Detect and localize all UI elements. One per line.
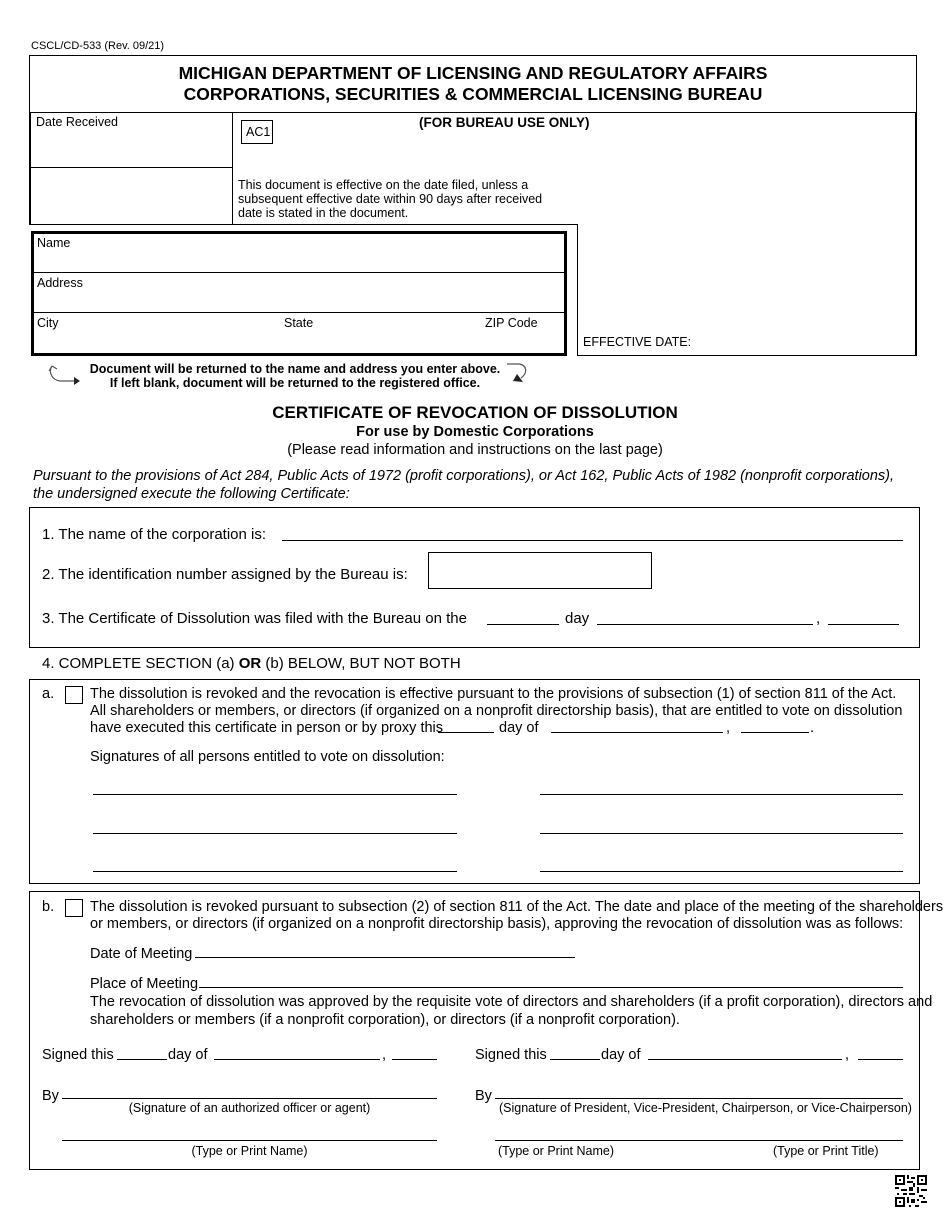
address-label: Address bbox=[37, 276, 83, 290]
by-right-label: By bbox=[475, 1088, 492, 1104]
effective-note: This document is effective on the date filed, unless a subsequent effective date within 90 days after received date is stated in the document. bbox=[238, 178, 543, 220]
officer-signature-input[interactable] bbox=[63, 1080, 436, 1098]
section-b-text bbox=[90, 899, 943, 933]
dissolution-month-input[interactable] bbox=[598, 606, 812, 624]
president-signature-caption: (Signature of President, Vice-President, Chairperson, or Vice-Chairperson) bbox=[499, 1101, 912, 1115]
ac-code-box: AC1 bbox=[241, 120, 273, 144]
instructions-note: (Please read information and instructions on the last page) bbox=[287, 442, 663, 458]
header-line-2: CORPORATIONS, SECURITIES & COMMERCIAL LICENSING BUREAU bbox=[183, 84, 763, 104]
officer-print-name-caption: (Type or Print Name) bbox=[191, 1144, 308, 1158]
approval-text bbox=[90, 993, 932, 1029]
dissolution-day-input[interactable] bbox=[488, 606, 558, 624]
approval-line-2: shareholders or members (if a nonprofit corporation), or directors (if a nonprofit corporation). bbox=[90, 1012, 680, 1028]
approval-line-1: The revocation of dissolution was approved by the requisite vote of directors and shareholders (if a profit corporation), directors and bbox=[90, 994, 933, 1010]
signed-month-left-input[interactable] bbox=[215, 1042, 379, 1059]
city-label: City bbox=[37, 316, 59, 330]
president-signature-input[interactable] bbox=[496, 1080, 902, 1098]
item-4-label bbox=[42, 655, 461, 672]
place-of-meeting-label: Place of Meeting bbox=[90, 976, 199, 992]
signed-day-of-right: day of bbox=[601, 1047, 641, 1063]
section-b-label: b. bbox=[42, 899, 55, 915]
city-input[interactable] bbox=[40, 332, 270, 350]
signed-month-right-input[interactable] bbox=[649, 1042, 841, 1059]
date-of-meeting-label: Date of Meeting bbox=[90, 946, 193, 962]
item-3-label: 3. The Certificate of Dissolution was filed with the Bureau on the bbox=[42, 610, 467, 627]
return-note-line-1: Document will be returned to the name and address you enter above. bbox=[89, 362, 501, 376]
corporation-name-input[interactable] bbox=[284, 522, 902, 540]
section-a-day-input[interactable] bbox=[439, 716, 493, 732]
signatures-label: Signatures of all persons entitled to vote on dissolution: bbox=[90, 749, 445, 765]
by-left-label: By bbox=[42, 1088, 59, 1104]
return-name-input[interactable] bbox=[80, 250, 550, 270]
certificate-title: CERTIFICATE OF REVOCATION OF DISSOLUTION bbox=[272, 403, 678, 422]
date-received-label: Date Received bbox=[36, 115, 118, 129]
state-input[interactable] bbox=[280, 332, 470, 350]
certificate-subtitle: For use by Domestic Corporations bbox=[356, 424, 594, 440]
date-of-meeting-input[interactable] bbox=[196, 940, 574, 957]
item-4-or: OR bbox=[238, 655, 262, 672]
curved-arrow-right-icon bbox=[503, 360, 531, 386]
return-note bbox=[85, 362, 505, 390]
section-a-period: . bbox=[810, 720, 815, 736]
signed-day-right-input[interactable] bbox=[551, 1042, 599, 1059]
zip-label: ZIP Code bbox=[485, 316, 538, 330]
signed-year-left-input[interactable] bbox=[393, 1042, 436, 1059]
signature-input-5[interactable] bbox=[94, 851, 456, 871]
zip-input[interactable] bbox=[482, 332, 560, 350]
dissolution-year-input[interactable] bbox=[829, 606, 898, 624]
section-a-line-3: have executed this certificate in person or by proxy this bbox=[90, 720, 444, 736]
section-a-line-1: The dissolution is revoked and the revocation is effective pursuant to the provisions of subsection (1) of section 811 of the Act. bbox=[90, 686, 897, 702]
section-a-label: a. bbox=[42, 686, 55, 702]
signed-day-of-left: day of bbox=[168, 1047, 208, 1063]
item-2-label: 2. The identification number assigned by the Bureau is: bbox=[42, 566, 408, 583]
president-print-title-caption: (Type or Print Title) bbox=[773, 1144, 879, 1158]
signature-input-3[interactable] bbox=[94, 813, 456, 833]
signature-input-4[interactable] bbox=[541, 813, 902, 833]
item-4-pre: 4. COMPLETE SECTION (a) bbox=[42, 655, 239, 672]
form-id: CSCL/CD-533 (Rev. 09/21) bbox=[31, 40, 165, 52]
section-a-month-input[interactable] bbox=[552, 716, 722, 732]
president-printed-name-input[interactable] bbox=[496, 1122, 746, 1140]
section-b-line-2: or members, or directors (if organized on a nonprofit directorship basis), approving the revocation of dissolution was as follows: bbox=[90, 916, 904, 932]
section-a-year-input[interactable] bbox=[742, 716, 808, 732]
signed-comma-right: , bbox=[845, 1047, 850, 1063]
curved-arrow-left-icon bbox=[46, 362, 82, 386]
officer-signature-caption: (Signature of an authorized officer or agent) bbox=[128, 1101, 371, 1115]
item-1-label: 1. The name of the corporation is: bbox=[42, 526, 267, 543]
place-of-meeting-input[interactable] bbox=[200, 970, 902, 987]
signature-input-6[interactable] bbox=[541, 851, 902, 871]
signed-this-right-label: Signed this bbox=[475, 1047, 547, 1063]
state-label: State bbox=[284, 316, 314, 330]
signed-year-right-input[interactable] bbox=[859, 1042, 902, 1059]
item-4-post: (b) BELOW, BUT NOT BOTH bbox=[261, 655, 461, 672]
section-a-checkbox[interactable] bbox=[65, 686, 83, 704]
signature-input-2[interactable] bbox=[541, 774, 902, 794]
section-b-checkbox[interactable] bbox=[65, 899, 83, 917]
signed-this-left-label: Signed this bbox=[42, 1047, 114, 1063]
intro-paragraph: Pursuant to the provisions of Act 284, Public Acts of 1972 (profit corporations), or Act 162, Public Acts of 1982 (nonprofit corporations), the undersigned execute the following Certificate: bbox=[33, 468, 895, 502]
identification-number-input[interactable] bbox=[428, 552, 652, 589]
qr-code-icon bbox=[895, 1175, 927, 1207]
section-a-comma: , bbox=[726, 720, 731, 736]
header-title bbox=[29, 63, 917, 105]
signed-comma-left: , bbox=[382, 1047, 387, 1063]
section-a-day-of: day of bbox=[499, 720, 539, 736]
bureau-use-label: (FOR BUREAU USE ONLY) bbox=[419, 115, 590, 130]
section-b-line-1: The dissolution is revoked pursuant to subsection (2) of section 811 of the Act. The date and place of the meeting of the shareholders bbox=[90, 899, 944, 915]
signature-input-1[interactable] bbox=[94, 774, 456, 794]
item-3-day: day bbox=[565, 610, 590, 627]
signed-day-left-input[interactable] bbox=[118, 1042, 166, 1059]
return-address-input[interactable] bbox=[90, 290, 550, 310]
officer-printed-name-input[interactable] bbox=[63, 1122, 436, 1140]
header-line-1: MICHIGAN DEPARTMENT OF LICENSING AND REGULATORY AFFAIRS bbox=[178, 63, 768, 83]
president-printed-title-input[interactable] bbox=[750, 1122, 902, 1140]
name-label: Name bbox=[37, 236, 71, 250]
return-note-line-2: If left blank, document will be returned to the registered office. bbox=[109, 376, 481, 390]
president-print-name-caption: (Type or Print Name) bbox=[498, 1144, 615, 1158]
item-3-comma: , bbox=[816, 610, 821, 627]
effective-date-label: EFFECTIVE DATE: bbox=[583, 335, 692, 349]
section-a-line-2: All shareholders or members, or directors (if organized on a nonprofit directorship basis), that are entitled to vote on dissolution bbox=[90, 703, 903, 719]
